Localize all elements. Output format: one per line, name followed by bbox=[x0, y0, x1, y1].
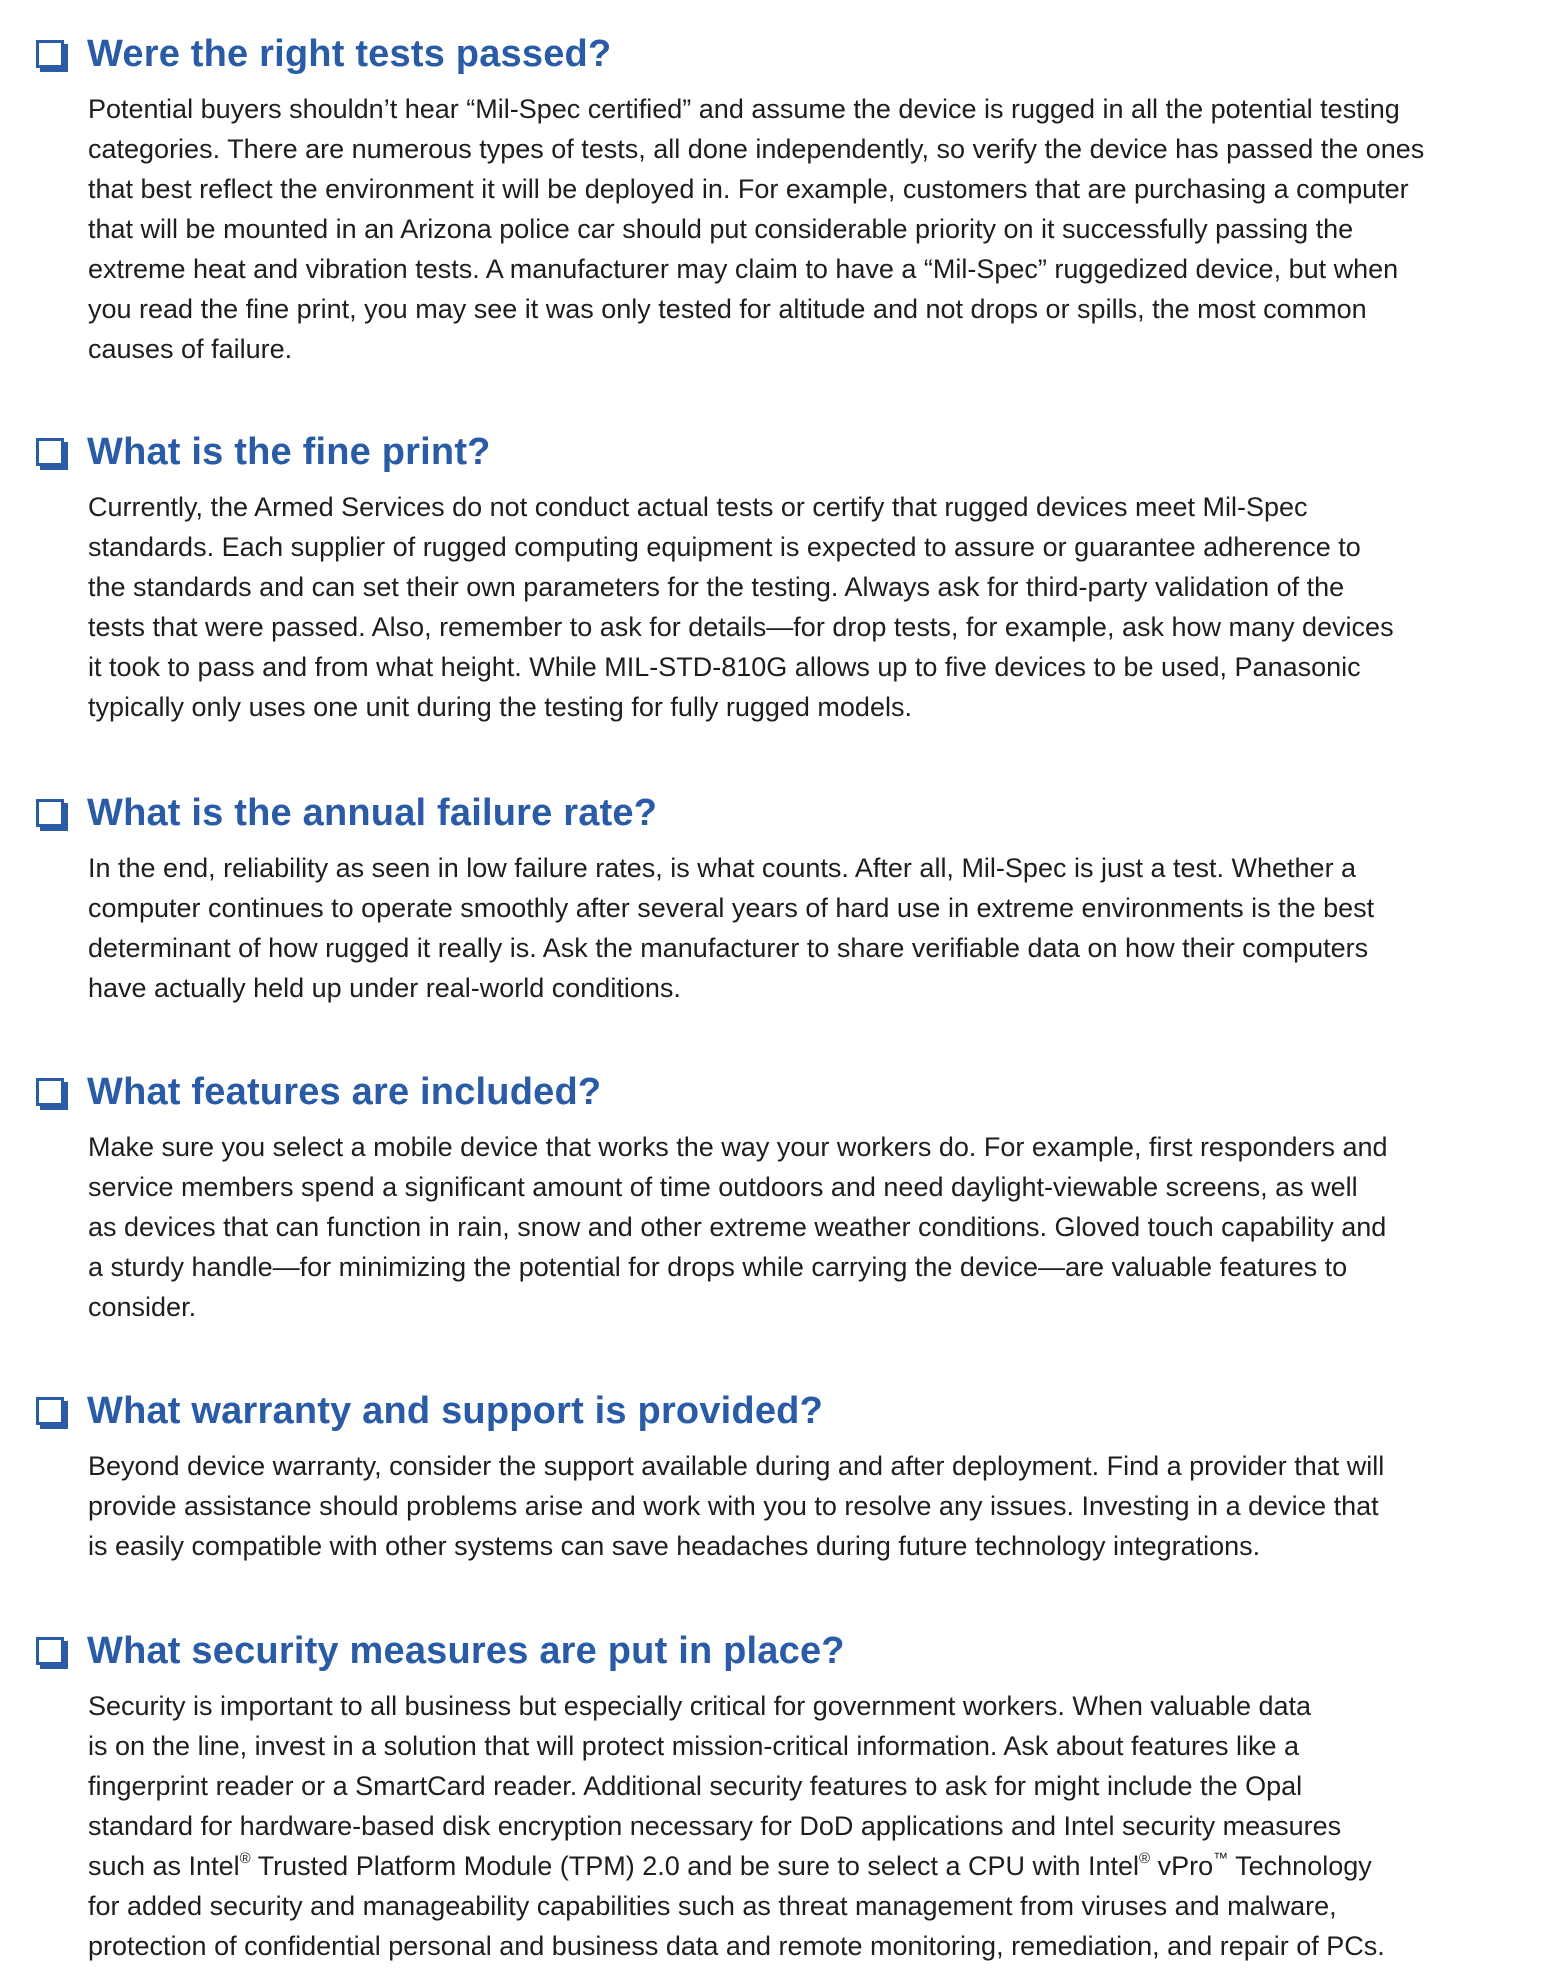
section-title: What features are included? bbox=[87, 1071, 602, 1113]
registered-mark: ® bbox=[1139, 1850, 1151, 1867]
section-body bbox=[88, 1686, 1518, 1966]
section-heading bbox=[0, 1065, 1552, 1121]
body-line: causes of failure. bbox=[88, 334, 293, 364]
body-line: a sturdy handle—for minimizing the potential for drops while carrying the device—are valuable features to bbox=[88, 1252, 1348, 1282]
body-line: typically only uses one unit during the testing for fully rugged models. bbox=[88, 692, 912, 722]
body-line: computer continues to operate smoothly after several years of hard use in extreme environments is the best bbox=[88, 893, 1375, 923]
section-failure-rate bbox=[0, 786, 1552, 1008]
body-line: Beyond device warranty, consider the support available during and after deployment. Find a provider that will bbox=[88, 1451, 1385, 1481]
section-warranty bbox=[0, 1384, 1552, 1566]
section-heading bbox=[0, 27, 1552, 83]
body-line: you read the fine print, you may see it was only tested for altitude and not drops or spills, the most common bbox=[88, 294, 1367, 324]
body-line: provide assistance should problems arise and work with you to resolve any issues. Investing in a device that bbox=[88, 1491, 1379, 1521]
checkbox-icon bbox=[36, 1078, 64, 1106]
section-security bbox=[0, 1624, 1552, 1966]
section-features bbox=[0, 1065, 1552, 1327]
checkbox-icon bbox=[36, 438, 64, 466]
body-line: is on the line, invest in a solution that will protect mission-critical information. Ask about features like a bbox=[88, 1731, 1300, 1761]
checkbox-icon bbox=[36, 1637, 64, 1665]
section-title: What is the annual failure rate? bbox=[87, 792, 658, 834]
body-line: service members spend a significant amount of time outdoors and need daylight-viewable screens, as well bbox=[88, 1172, 1358, 1202]
body-line: it took to pass and from what height. While MIL-STD-810G allows up to five devices to be used, Panasonic bbox=[88, 652, 1361, 682]
body-line: consider. bbox=[88, 1292, 197, 1322]
body-line: In the end, reliability as seen in low failure rates, is what counts. After all, Mil-Spec is just a test. Whether a bbox=[88, 853, 1357, 883]
body-line: as devices that can function in rain, snow and other extreme weather conditions. Gloved touch capability and bbox=[88, 1212, 1387, 1242]
section-body bbox=[88, 1127, 1518, 1327]
body-line: standards. Each supplier of rugged computing equipment is expected to assure or guarantee adherence to bbox=[88, 532, 1361, 562]
body-line-intel bbox=[88, 1846, 1518, 1886]
body-line: Make sure you select a mobile device that works the way your workers do. For example, first responders and bbox=[88, 1132, 1388, 1162]
text-fragment: Technology bbox=[1228, 1851, 1372, 1881]
section-heading bbox=[0, 786, 1552, 842]
body-line: determinant of how rugged it really is. Ask the manufacturer to share verifiable data on how their computers bbox=[88, 933, 1369, 963]
section-body bbox=[88, 487, 1518, 727]
body-line: protection of confidential personal and business data and remote monitoring, remediation, and repair of PCs. bbox=[88, 1931, 1385, 1961]
section-right-tests bbox=[0, 27, 1552, 369]
section-title: What warranty and support is provided? bbox=[87, 1390, 824, 1432]
section-title: What security measures are put in place? bbox=[87, 1630, 845, 1672]
body-line: is easily compatible with other systems can save headaches during future technology integrations. bbox=[88, 1531, 1261, 1561]
section-heading bbox=[0, 1624, 1552, 1680]
text-fragment: vPro bbox=[1150, 1851, 1214, 1881]
section-heading bbox=[0, 1384, 1552, 1440]
body-line: Currently, the Armed Services do not conduct actual tests or certify that rugged devices meet Mil-Spec bbox=[88, 492, 1308, 522]
section-body bbox=[88, 89, 1518, 369]
checkbox-icon bbox=[36, 799, 64, 827]
section-heading bbox=[0, 425, 1552, 481]
section-body bbox=[88, 848, 1518, 1008]
body-line: the standards and can set their own parameters for the testing. Always ask for third-party validation of the bbox=[88, 572, 1345, 602]
body-line: categories. There are numerous types of tests, all done independently, so verify the device has passed the ones bbox=[88, 134, 1425, 164]
body-line: Potential buyers shouldn’t hear “Mil-Spec certified” and assume the device is rugged in all the potential testing bbox=[88, 94, 1400, 124]
body-line: tests that were passed. Also, remember to ask for details—for drop tests, for example, ask how many devices bbox=[88, 612, 1394, 642]
checkbox-icon bbox=[36, 40, 64, 68]
trademark-mark: ™ bbox=[1213, 1850, 1229, 1867]
text-fragment: Trusted Platform Module (TPM) 2.0 and be sure to select a CPU with Intel bbox=[250, 1851, 1140, 1881]
registered-mark: ® bbox=[239, 1850, 251, 1867]
body-line: Security is important to all business but especially critical for government workers. When valuable data bbox=[88, 1691, 1312, 1721]
section-fine-print bbox=[0, 425, 1552, 727]
body-line: extreme heat and vibration tests. A manufacturer may claim to have a “Mil-Spec” ruggedized device, but when bbox=[88, 254, 1399, 284]
body-line: have actually held up under real-world conditions. bbox=[88, 973, 681, 1003]
body-line: that will be mounted in an Arizona police car should put considerable priority on it successfully passing the bbox=[88, 214, 1354, 244]
text-fragment: such as Intel bbox=[88, 1851, 240, 1881]
body-line: for added security and manageability capabilities such as threat management from viruses and malware, bbox=[88, 1891, 1337, 1921]
section-body bbox=[88, 1446, 1518, 1566]
checkbox-icon bbox=[36, 1397, 64, 1425]
body-line: fingerprint reader or a SmartCard reader. Additional security features to ask for might include the Opal bbox=[88, 1771, 1303, 1801]
section-title: Were the right tests passed? bbox=[87, 33, 612, 75]
body-line: that best reflect the environment it will be deployed in. For example, customers that are purchasing a computer bbox=[88, 174, 1409, 204]
section-title: What is the fine print? bbox=[87, 431, 491, 473]
body-line: standard for hardware-based disk encryption necessary for DoD applications and Intel security measures bbox=[88, 1811, 1342, 1841]
